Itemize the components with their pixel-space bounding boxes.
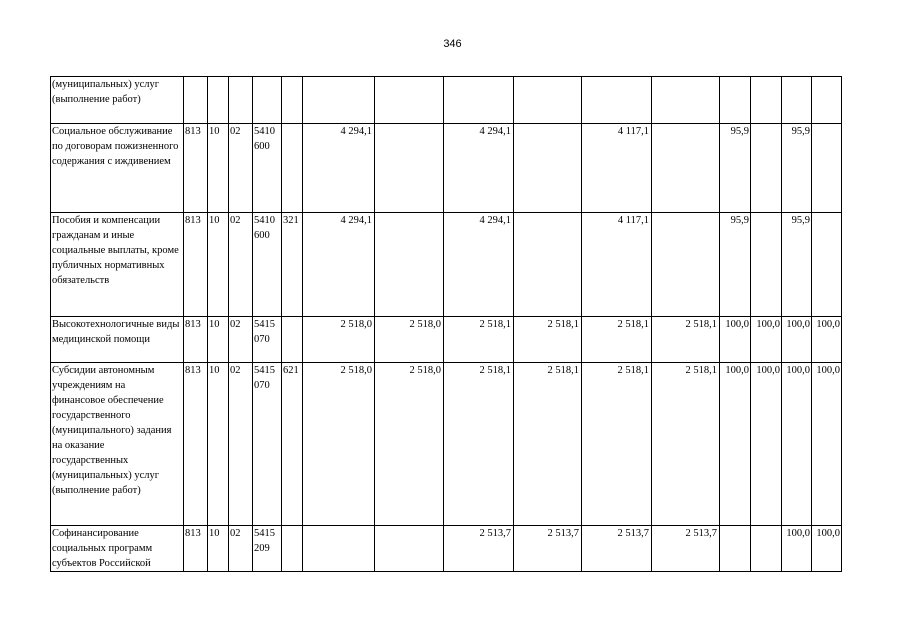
cell-value: 2 518,0 bbox=[303, 317, 375, 363]
cell-percent: 100,0 bbox=[782, 317, 812, 363]
cell-value bbox=[514, 124, 582, 213]
row-name: Пособия и компенсации гражданам и иные социальные выплаты, кроме публичных нормативных обязательств bbox=[51, 213, 184, 317]
cell-percent bbox=[751, 77, 782, 124]
cell-value: 2 518,1 bbox=[444, 363, 514, 526]
cell-percent: 100,0 bbox=[782, 363, 812, 526]
cell-ministry: 813 bbox=[184, 213, 208, 317]
cell-value: 2 518,1 bbox=[514, 363, 582, 526]
cell-percent bbox=[720, 77, 751, 124]
cell-subsection: 02 bbox=[229, 213, 253, 317]
table-row bbox=[51, 526, 842, 572]
cell-subsection: 02 bbox=[229, 317, 253, 363]
cell-value bbox=[303, 526, 375, 572]
cell-value: 4 294,1 bbox=[303, 124, 375, 213]
cell-value: 2 513,7 bbox=[652, 526, 720, 572]
table-row bbox=[51, 363, 842, 526]
cell-value: 2 518,1 bbox=[444, 317, 514, 363]
cell-percent bbox=[720, 526, 751, 572]
cell-expense-type: 321 bbox=[282, 213, 303, 317]
cell-percent: 100,0 bbox=[812, 526, 842, 572]
table-row bbox=[51, 77, 842, 124]
cell-value bbox=[514, 213, 582, 317]
cell-section: 10 bbox=[208, 363, 229, 526]
table-row bbox=[51, 317, 842, 363]
cell-value: 2 518,1 bbox=[652, 317, 720, 363]
cell-value: 2 513,7 bbox=[582, 526, 652, 572]
cell-value: 2 518,1 bbox=[582, 317, 652, 363]
cell-value: 4 294,1 bbox=[444, 213, 514, 317]
cell-percent: 100,0 bbox=[720, 363, 751, 526]
cell-section: 10 bbox=[208, 317, 229, 363]
cell-value: 4 117,1 bbox=[582, 213, 652, 317]
cell-expense-type bbox=[282, 317, 303, 363]
cell-percent: 95,9 bbox=[782, 124, 812, 213]
row-name: Высокотехнологичные виды медицинской помощи bbox=[51, 317, 184, 363]
cell-percent: 95,9 bbox=[782, 213, 812, 317]
row-name: Субсидии автономным учреждениям на финансовое обеспечение государственного (муниципального) задания на оказание государственных (муниципальных) услуг (выполнение работ) bbox=[51, 363, 184, 526]
cell-percent: 100,0 bbox=[720, 317, 751, 363]
cell-value bbox=[582, 77, 652, 124]
cell-percent: 100,0 bbox=[812, 317, 842, 363]
cell-ministry bbox=[184, 77, 208, 124]
cell-value bbox=[375, 124, 444, 213]
cell-percent: 95,9 bbox=[720, 213, 751, 317]
cell-value: 2 513,7 bbox=[514, 526, 582, 572]
cell-value bbox=[652, 77, 720, 124]
cell-value: 2 518,1 bbox=[652, 363, 720, 526]
cell-value: 4 117,1 bbox=[582, 124, 652, 213]
cell-percent bbox=[782, 77, 812, 124]
budget-table bbox=[50, 76, 842, 572]
cell-ministry: 813 bbox=[184, 363, 208, 526]
cell-subsection bbox=[229, 77, 253, 124]
cell-expense-type bbox=[282, 526, 303, 572]
cell-expense-type bbox=[282, 124, 303, 213]
row-name: Социальное обслуживание по договорам пожизненного содержания с иждивением bbox=[51, 124, 184, 213]
cell-percent: 100,0 bbox=[751, 363, 782, 526]
cell-percent bbox=[812, 124, 842, 213]
cell-value: 2 518,1 bbox=[514, 317, 582, 363]
cell-subsection: 02 bbox=[229, 124, 253, 213]
cell-ministry: 813 bbox=[184, 317, 208, 363]
table-row bbox=[51, 124, 842, 213]
cell-percent bbox=[812, 213, 842, 317]
cell-ministry: 813 bbox=[184, 124, 208, 213]
cell-value bbox=[514, 77, 582, 124]
table-body bbox=[51, 77, 842, 572]
cell-section: 10 bbox=[208, 526, 229, 572]
cell-section: 10 bbox=[208, 213, 229, 317]
cell-section bbox=[208, 77, 229, 124]
cell-target-article: 5415 209 bbox=[253, 526, 282, 572]
cell-percent: 100,0 bbox=[812, 363, 842, 526]
cell-percent bbox=[812, 77, 842, 124]
cell-target-article: 5415 070 bbox=[253, 363, 282, 526]
cell-value: 4 294,1 bbox=[444, 124, 514, 213]
cell-target-article: 5415 070 bbox=[253, 317, 282, 363]
cell-value bbox=[652, 213, 720, 317]
cell-value: 2 518,0 bbox=[303, 363, 375, 526]
page-number: 346 bbox=[443, 38, 462, 50]
table-row bbox=[51, 213, 842, 317]
cell-percent bbox=[751, 124, 782, 213]
cell-value: 2 513,7 bbox=[444, 526, 514, 572]
cell-value: 2 518,1 bbox=[582, 363, 652, 526]
cell-target-article: 5410 600 bbox=[253, 124, 282, 213]
cell-ministry: 813 bbox=[184, 526, 208, 572]
cell-expense-type: 621 bbox=[282, 363, 303, 526]
cell-value bbox=[375, 213, 444, 317]
cell-percent: 100,0 bbox=[782, 526, 812, 572]
cell-value bbox=[444, 77, 514, 124]
cell-value bbox=[303, 77, 375, 124]
cell-subsection: 02 bbox=[229, 363, 253, 526]
cell-percent bbox=[751, 213, 782, 317]
cell-expense-type bbox=[282, 77, 303, 124]
cell-section: 10 bbox=[208, 124, 229, 213]
cell-percent: 95,9 bbox=[720, 124, 751, 213]
cell-percent: 100,0 bbox=[751, 317, 782, 363]
row-name: Софинансирование социальных программ субъектов Российской bbox=[51, 526, 184, 572]
cell-target-article bbox=[253, 77, 282, 124]
cell-value bbox=[375, 77, 444, 124]
cell-value: 2 518,0 bbox=[375, 363, 444, 526]
cell-percent bbox=[751, 526, 782, 572]
cell-value: 2 518,0 bbox=[375, 317, 444, 363]
cell-value bbox=[652, 124, 720, 213]
row-name: (муниципальных) услуг (выполнение работ) bbox=[51, 77, 184, 124]
cell-subsection: 02 bbox=[229, 526, 253, 572]
cell-target-article: 5410 600 bbox=[253, 213, 282, 317]
cell-value: 4 294,1 bbox=[303, 213, 375, 317]
cell-value bbox=[375, 526, 444, 572]
